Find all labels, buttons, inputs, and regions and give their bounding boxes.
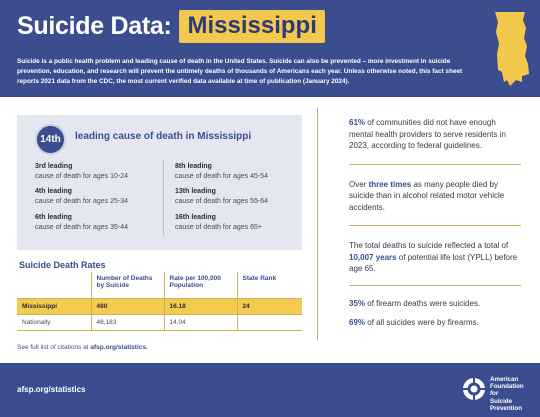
citations-note — [17, 344, 148, 351]
rank-item-label: 8th leading — [175, 163, 212, 170]
rank-item-desc: cause of death for ages 55-64 — [175, 198, 269, 205]
table-header-row — [17, 272, 302, 298]
table-header-cell — [17, 272, 91, 298]
fact-text: Over — [349, 179, 369, 189]
table-cell — [237, 314, 302, 330]
table-cell: 480 — [91, 298, 164, 314]
rank-item-desc: cause of death for ages 10-24 — [35, 173, 129, 180]
rank-badge: 14th — [35, 124, 66, 155]
fact-text: of communities did not have enough mental health providers to serve residents in 2023, according to federal guidelines. — [349, 118, 506, 150]
title-text: Suicide Data: — [17, 12, 172, 40]
intro-paragraph: Suicide is a public health problem and leading cause of death in the United States. Suicide can also be prevented – more investment in suicide prevention, education, and research will prevent the untimely deaths of thousands of Americans each year. Unless otherwise noted, this fact sheet reports 2021 data from the CDC, the most current verified data available at time of publication (January 2024). — [17, 58, 463, 85]
logo-line: American — [490, 376, 519, 383]
column-divider — [163, 160, 164, 235]
citations-prefix: See full list of citations at — [17, 344, 89, 351]
fact-item — [349, 179, 521, 214]
facts-column — [349, 117, 521, 329]
fact-highlight: 61% — [349, 118, 366, 127]
state-name-badge: Mississippi — [179, 10, 324, 43]
table-cell: 16.18 — [164, 298, 237, 314]
fact-highlight: 69% — [349, 318, 366, 327]
table-title: Suicide Death Rates — [19, 260, 106, 270]
fact-highlight: 35% — [349, 298, 366, 308]
table-header-cell: Number of Deaths by Suicide — [91, 272, 164, 298]
death-rates-table — [17, 272, 302, 331]
table-cell: Nationally — [17, 314, 91, 330]
afsp-logo-icon — [462, 377, 486, 401]
fact-item — [349, 117, 521, 152]
rank-item — [175, 162, 268, 182]
rank-item-label: 6th leading — [35, 214, 72, 221]
rank-item — [35, 187, 128, 207]
afsp-logo-wordmark — [490, 376, 524, 412]
citations-link[interactable]: afsp.org/statistics. — [90, 344, 148, 351]
rank-item-label: 4th leading — [35, 188, 72, 195]
fact-text: The total deaths to suicide reflected a total of — [349, 241, 509, 250]
fact-text: as many people died by suicide than in alcohol related motor vehicle accidents. — [349, 179, 505, 212]
rank-item-desc: cause of death for ages 45-54 — [175, 173, 269, 180]
rank-item — [175, 213, 262, 233]
rank-item — [35, 213, 128, 233]
table-cell: 48,183 — [91, 314, 164, 330]
logo-line: Foundation — [490, 383, 524, 391]
rank-item-desc: cause of death for ages 65+ — [175, 224, 262, 231]
logo-line: Suicide — [490, 397, 513, 405]
table-row — [17, 298, 302, 314]
rank-item-desc: cause of death for ages 35-44 — [35, 224, 129, 231]
rank-item — [35, 162, 128, 182]
table-row — [17, 314, 302, 330]
rank-item — [175, 187, 268, 207]
fact-highlight: 10,007 years — [349, 252, 397, 262]
fact-separator — [349, 164, 521, 165]
fact-highlight: three times — [368, 179, 412, 189]
header-banner — [0, 0, 540, 97]
logo-line: for — [490, 390, 499, 398]
table-header-cell: Rate per 100,000 Population — [164, 272, 237, 298]
rank-item-label: 3rd leading — [35, 163, 73, 170]
table-cell: Mississippi — [17, 298, 91, 314]
fact-text: of potential life lost (YPLL) before age 65. — [349, 252, 518, 273]
fact-separator — [349, 225, 521, 226]
fact-text: of firearm deaths were suicides. — [365, 298, 481, 308]
page-title — [17, 10, 325, 43]
mississippi-state-icon — [492, 10, 532, 90]
fact-item — [349, 240, 521, 275]
footer-url-link[interactable]: afsp.org/statistics — [17, 385, 86, 394]
fact-item — [349, 317, 521, 329]
table-header-cell: State Rank — [237, 272, 302, 298]
rank-item-desc: cause of death for ages 25-34 — [35, 198, 129, 205]
leading-cause-panel — [17, 115, 302, 250]
fact-text: of all suicides were by firearms. — [365, 318, 479, 327]
rank-item-label: 16th leading — [175, 214, 216, 221]
rank-item-label: 13th leading — [175, 188, 216, 195]
table-cell: 14.04 — [164, 314, 237, 330]
logo-line: Prevention — [490, 404, 522, 412]
table-cell: 24 — [237, 298, 302, 314]
rank-headline: leading cause of death in Mississippi — [75, 131, 252, 142]
footer-banner — [0, 363, 540, 417]
fact-separator — [349, 285, 521, 286]
fact-item — [349, 298, 521, 310]
vertical-divider — [317, 108, 318, 340]
